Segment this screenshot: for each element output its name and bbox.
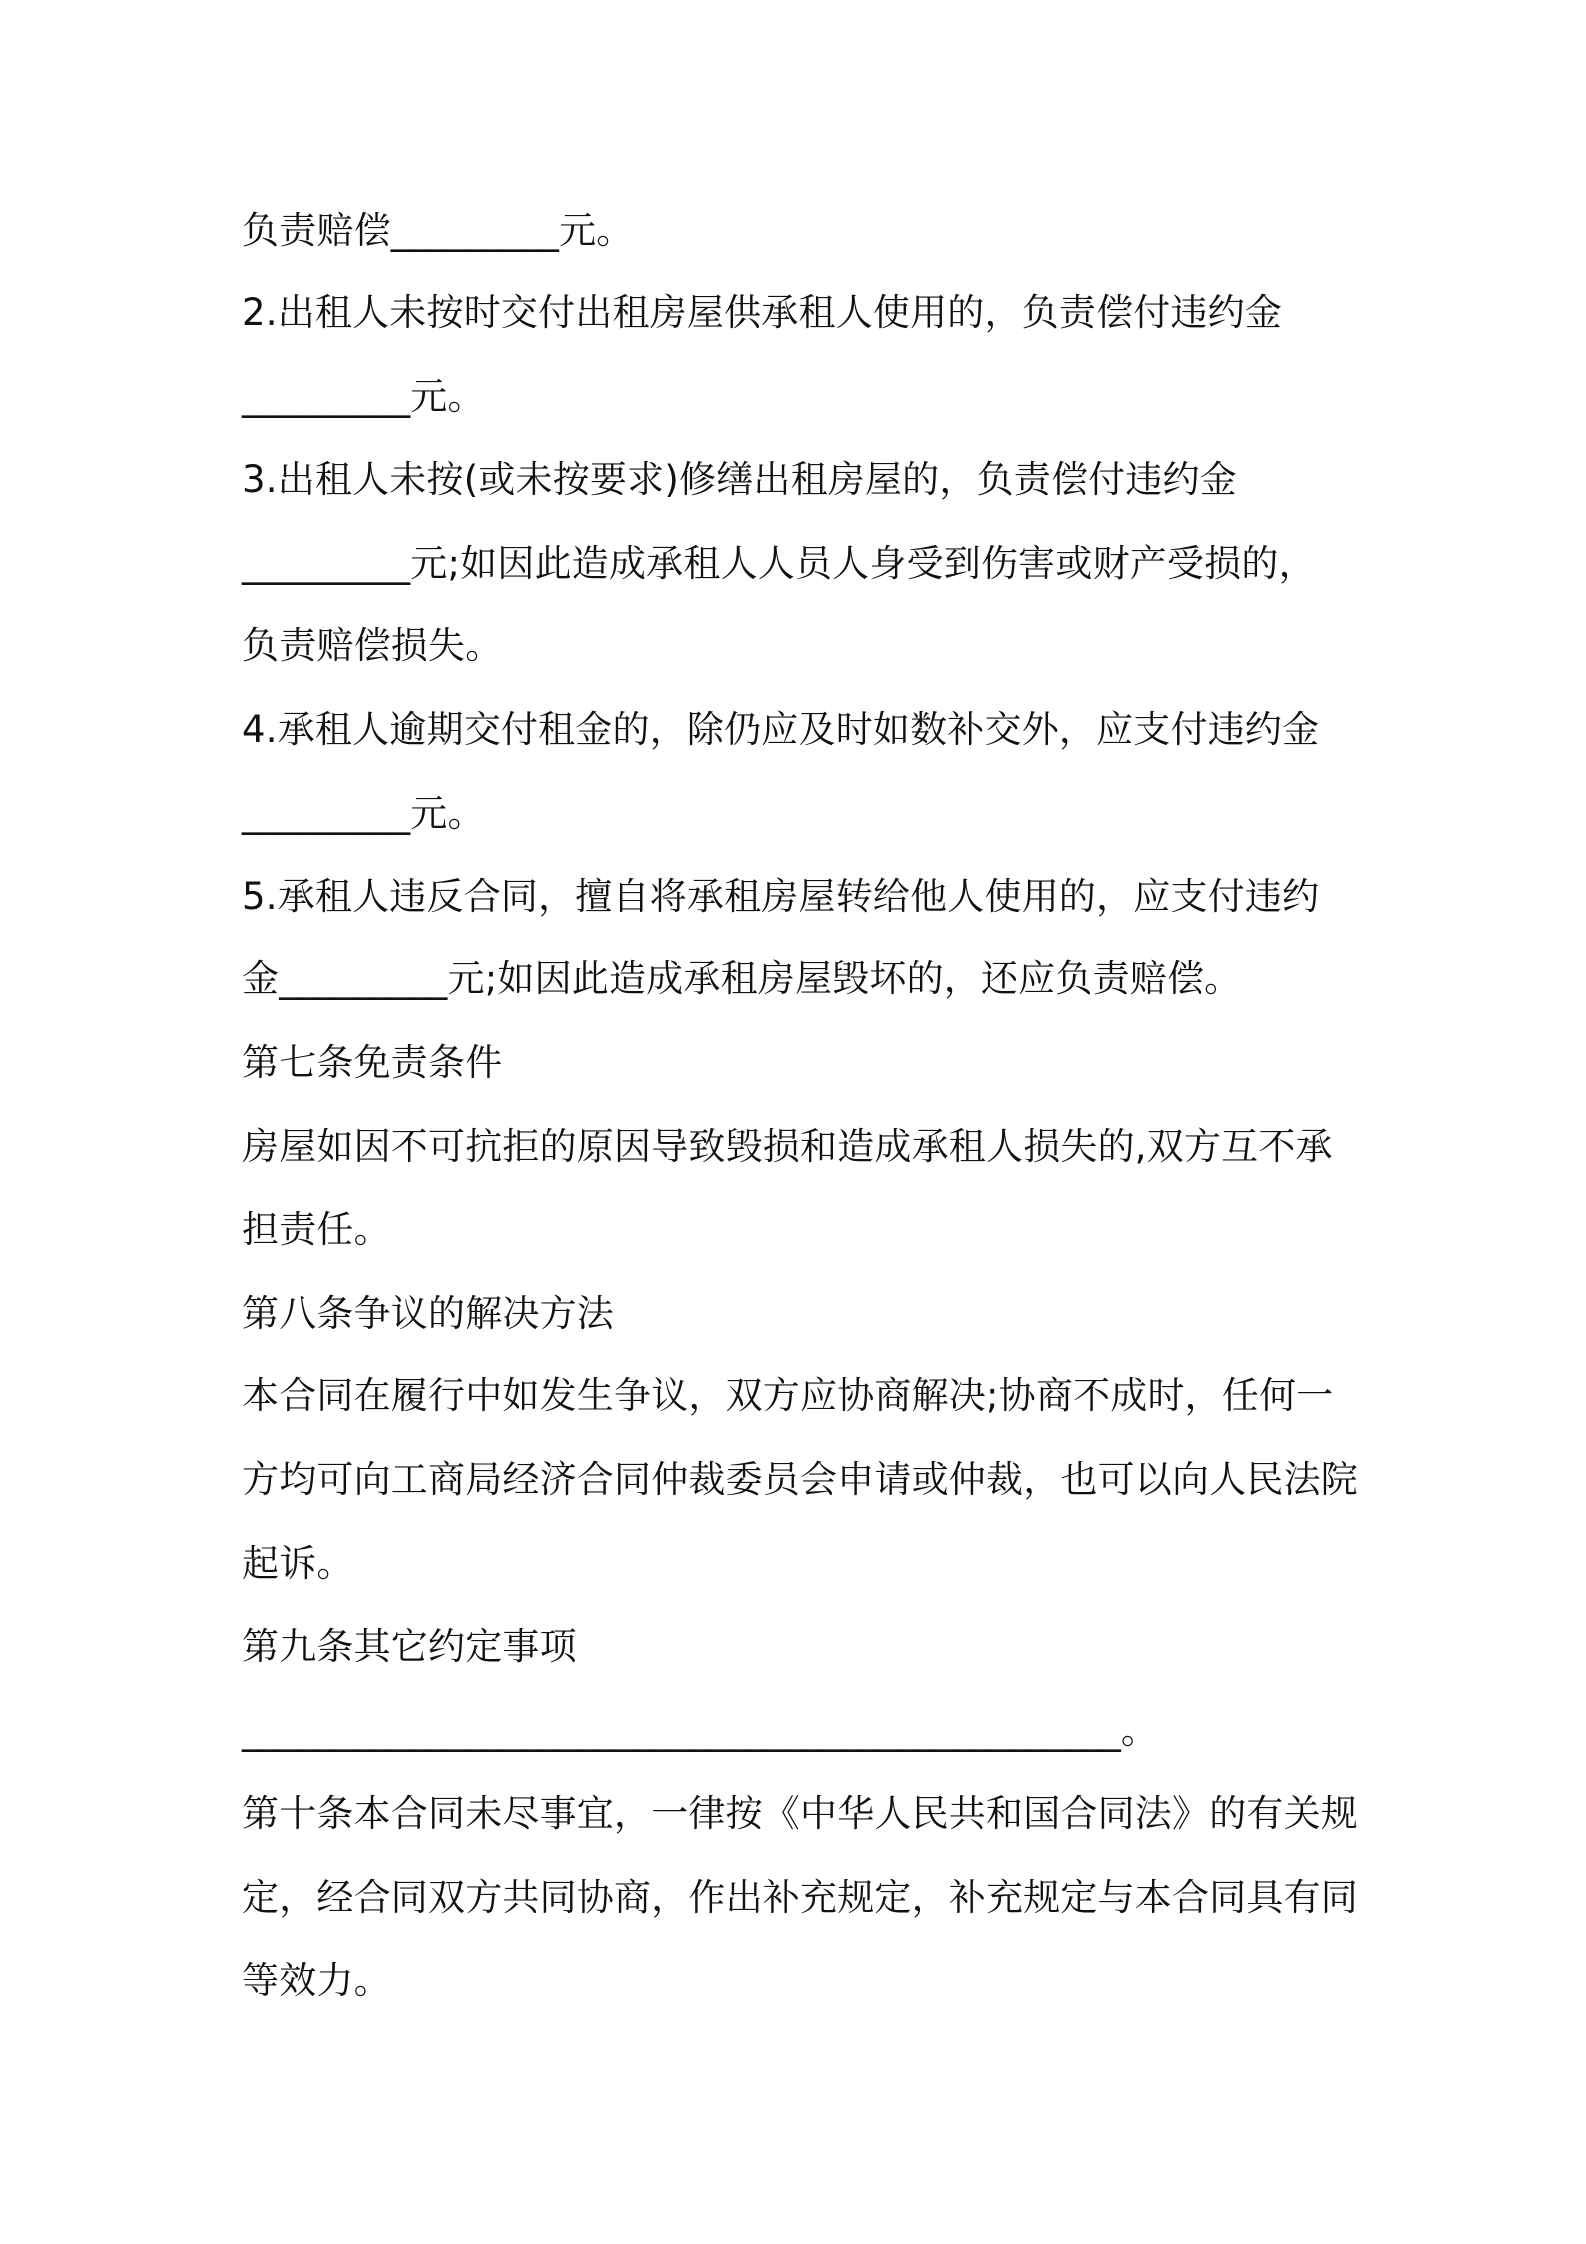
text-line-clause-5-amount: 金_________元;如因此造成承租房屋毁坏的，还应负责赔偿。 xyxy=(242,957,1242,1000)
text-line-article-8-body: 本合同在履行中如发生争议，双方应协商解决;协商不成时，任何一 xyxy=(242,1374,1334,1417)
text-line-clause-3-amount: _________元;如因此造成承租人人员人身受到伤害或财产受损的， xyxy=(242,542,1316,585)
text-line-clause-4: 4.承租人逾期交付租金的，除仍应及时如数补交外，应支付违约金 xyxy=(242,708,1320,751)
text-line-article-8-body-2: 方均可向工商局经济合同仲裁委员会申请或仲裁，也可以向人民法院 xyxy=(242,1458,1358,1501)
text-line-clause-5: 5.承租人违反合同，擅自将承租房屋转给他人使用的，应支付违约 xyxy=(242,875,1320,918)
text-line-compensation-amount: 负责赔偿_________元。 xyxy=(242,209,634,252)
text-line-article-9-blank: _______________________________________________。 xyxy=(242,1709,1159,1752)
heading-article-9: 第九条其它约定事项 xyxy=(242,1625,577,1668)
heading-article-7: 第七条免责条件 xyxy=(242,1041,503,1084)
text-line-article-7-body: 房屋如因不可抗拒的原因导致毁损和造成承租人损失的,双方互不承 xyxy=(242,1125,1333,1168)
heading-article-8: 第八条争议的解决方法 xyxy=(242,1292,614,1335)
text-line-clause-3-end: 负责赔偿损失。 xyxy=(242,624,503,667)
text-line-article-10-end: 等效力。 xyxy=(242,1959,391,2002)
text-line-article-10-body: 定，经合同双方共同协商，作出补充规定，补充规定与本合同具有同 xyxy=(242,1876,1358,1919)
text-line-article-7-end: 担责任。 xyxy=(242,1208,391,1251)
text-line-clause-4-amount: _________元。 xyxy=(242,792,485,835)
text-line-article-10: 第十条本合同未尽事宜，一律按《中华人民共和国合同法》的有关规 xyxy=(242,1792,1358,1835)
text-line-clause-2-amount: _________元。 xyxy=(242,375,485,418)
text-line-clause-2: 2.出租人未按时交付出租房屋供承租人使用的，负责偿付违约金 xyxy=(242,291,1283,334)
text-line-clause-3: 3.出租人未按(或未按要求)修缮出租房屋的，负责偿付违约金 xyxy=(242,458,1237,501)
text-line-article-8-end: 起诉。 xyxy=(242,1542,354,1585)
